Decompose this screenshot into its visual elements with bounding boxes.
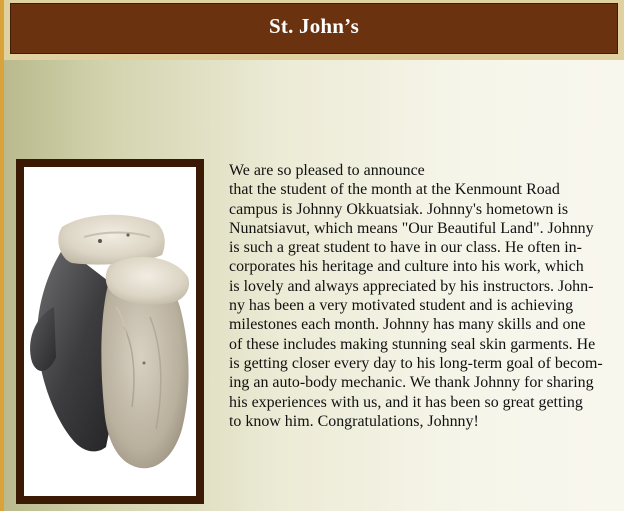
photo-frame: [16, 159, 204, 504]
article-line: ny has been a very motivated student and is achieving: [229, 296, 574, 315]
article-text: [229, 161, 615, 431]
article-line: is such a great student to have in our class. He often in-: [229, 238, 582, 257]
article-line: is lovely and always appreciated by his instructors. John-: [229, 276, 594, 295]
article-line: We are so pleased to announce: [229, 161, 425, 179]
article-line: campus is Johnny Okkuatsiak. Johnny's hometown is: [229, 199, 569, 218]
article-line: corporates his heritage and culture into his work, which: [229, 257, 584, 276]
article-line: ing an auto-body mechanic. We thank Johnny for sharing: [229, 373, 594, 392]
left-accent-rule: [0, 0, 4, 511]
fur-mittens-image: [24, 167, 196, 496]
article-line: Nunatsiavut, which means "Our Beautiful Land". Johnny: [229, 218, 594, 237]
page-title: St. John’s: [269, 14, 359, 38]
article-line: of these includes making stunning seal skin garments. He: [229, 334, 596, 353]
header-band: [4, 0, 624, 60]
photo: [24, 167, 196, 496]
article-line: milestones each month. Johnny has many skills and one: [229, 315, 586, 334]
article-line: his experiences with us, and it has been so great getting: [229, 392, 583, 411]
article-line: is getting closer every day to his long-term goal of becom-: [229, 353, 603, 372]
article-line: that the student of the month at the Kenmount Road: [229, 180, 560, 199]
page-title-bar: [10, 3, 618, 54]
article-line: to know him. Congratulations, Johnny!: [229, 411, 479, 430]
